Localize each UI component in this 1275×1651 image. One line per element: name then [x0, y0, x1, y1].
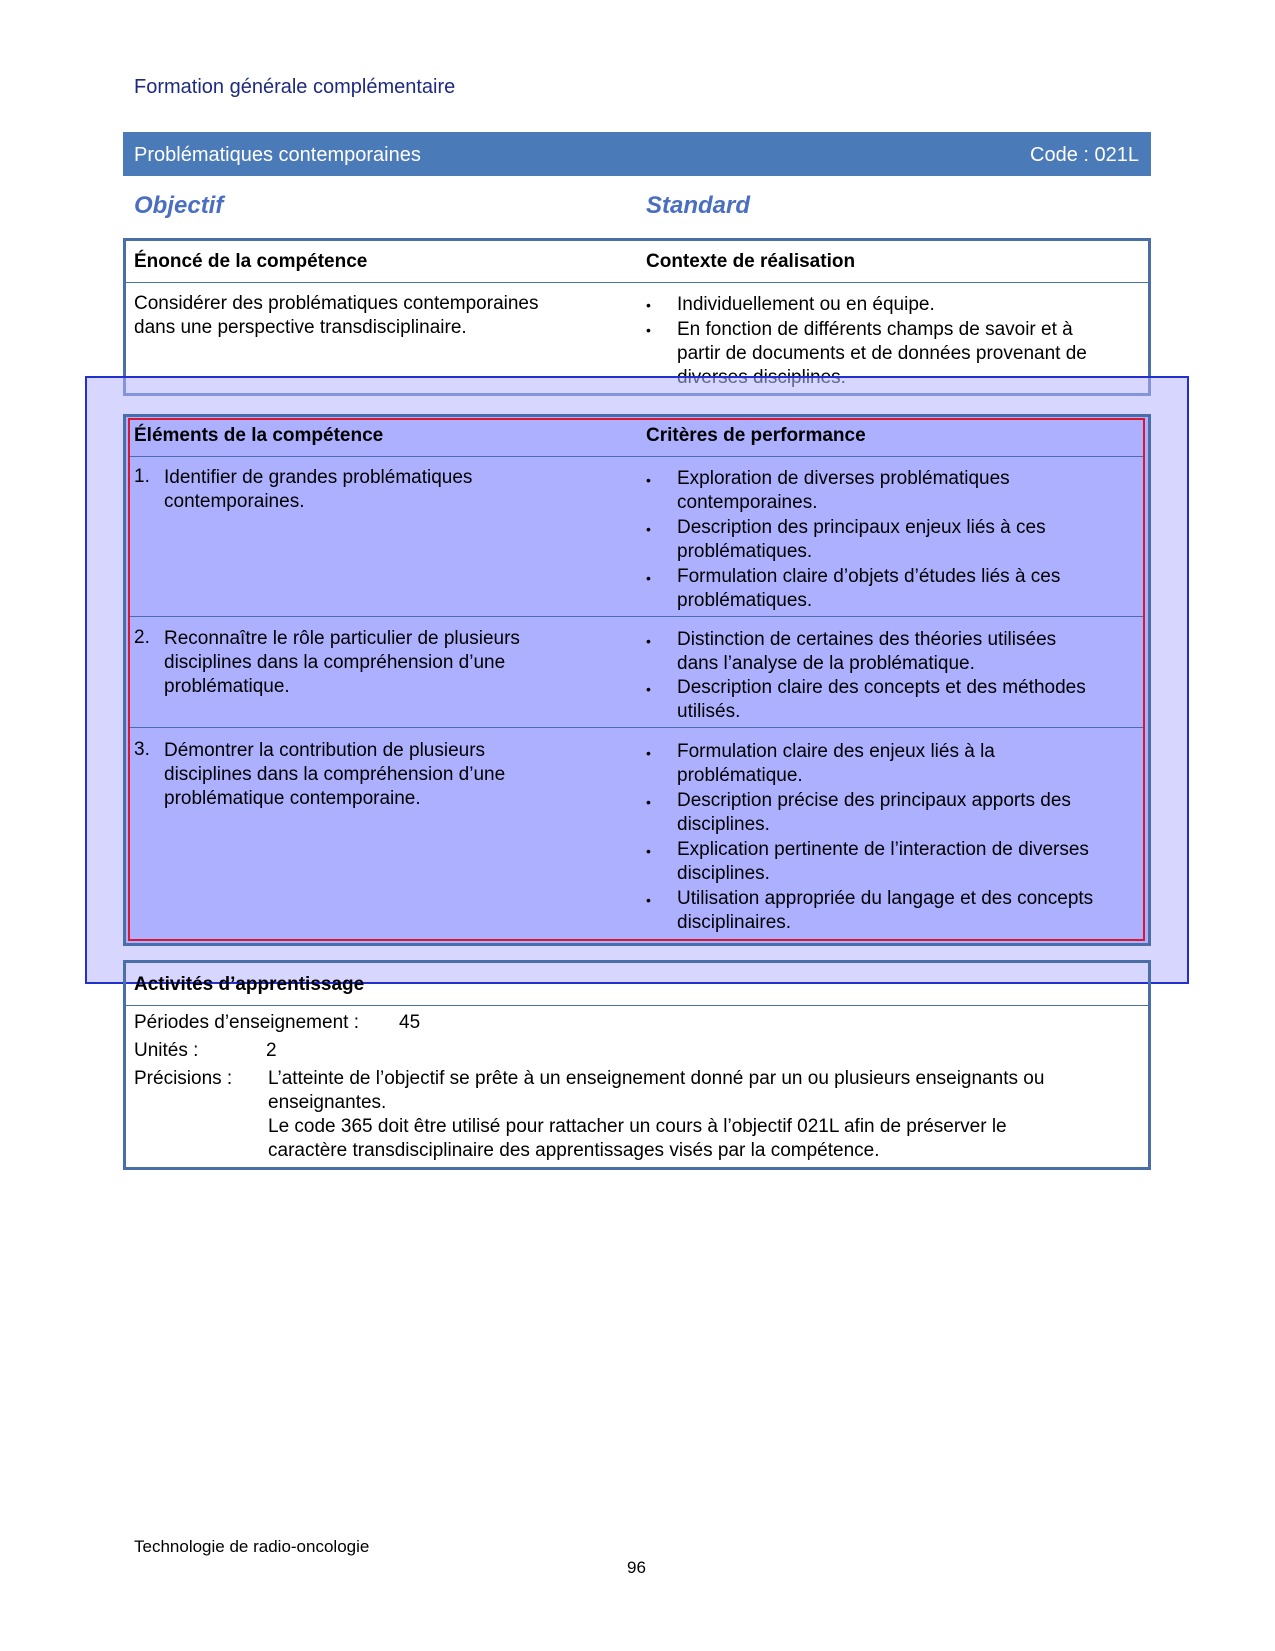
criterion-line: Description claire des concepts et des méthodes [677, 677, 1086, 698]
element-line: disciplines dans la compréhension d’une [164, 652, 506, 673]
element-line: Reconnaître le rôle particulier de plusieurs [164, 628, 520, 649]
precisions-label: Précisions : [134, 1068, 233, 1089]
enonce-right-heading: Contexte de réalisation [646, 251, 856, 272]
criterion-line: Formulation claire des enjeux liés à la [677, 741, 995, 762]
criterion-line: Explication pertinente de l’interaction de diverses [677, 839, 1089, 860]
element-line: contemporaines. [164, 491, 305, 512]
elements-left-heading: Éléments de la compétence [134, 425, 384, 446]
activites-divider [125, 1005, 1149, 1006]
bullet-icon: • [646, 322, 651, 338]
precisions-line: Le code 365 doit être utilisé pour rattacher un cours à l’objectif 021L afin de préserver le [268, 1116, 1007, 1137]
elements-right-heading: Critères de performance [646, 425, 866, 446]
criterion-line: problématique. [677, 765, 803, 786]
unites-label: Unités : [134, 1040, 199, 1061]
precisions-line: enseignantes. [268, 1092, 387, 1113]
bullet-icon: • [646, 843, 651, 859]
criterion-line: Description des principaux enjeux liés à ces [677, 517, 1046, 538]
bullet-icon: • [646, 892, 651, 908]
bullet-icon: • [646, 521, 651, 537]
element-line: Identifier de grandes problématiques [164, 467, 473, 488]
context-item: Individuellement ou en équipe. [677, 294, 935, 315]
section-title: Formation générale complémentaire [134, 76, 456, 98]
enonce-line: dans une perspective transdisciplinaire. [134, 317, 467, 338]
criterion-line: disciplines. [677, 863, 770, 884]
criterion-line: problématiques. [677, 541, 813, 562]
criterion-line: Utilisation appropriée du langage et des concepts [677, 888, 1094, 909]
criterion-line: disciplines. [677, 814, 770, 835]
context-item-line: En fonction de différents champs de savoir et à [677, 319, 1073, 340]
bullet-icon: • [646, 794, 651, 810]
row-divider [130, 727, 1143, 728]
bullet-icon: • [646, 472, 651, 488]
element-number: 2. [134, 627, 150, 648]
enonce-divider [125, 282, 1149, 283]
criterion-line: Formulation claire d’objets d’études liés à ces [677, 566, 1061, 587]
periodes-label: Périodes d’enseignement : [134, 1012, 359, 1033]
periodes-value: 45 [399, 1012, 421, 1033]
context-item-line: partir de documents et de données provenant de [677, 343, 1087, 364]
element-line: Démontrer la contribution de plusieurs [164, 740, 486, 761]
criterion-line: disciplinaires. [677, 912, 792, 933]
element-line: disciplines dans la compréhension d’une [164, 764, 506, 785]
criterion-line: Exploration de diverses problématiques [677, 468, 1010, 489]
criterion-line: dans l’analyse de la problématique. [677, 653, 975, 674]
standard-heading: Standard [646, 192, 751, 219]
bullet-icon: • [646, 297, 651, 313]
criterion-line: contemporaines. [677, 492, 818, 513]
enonce-left-heading: Énoncé de la compétence [134, 251, 368, 272]
activites-heading: Activités d’apprentissage [134, 974, 365, 995]
criterion-line: Description précise des principaux apports des [677, 790, 1071, 811]
criterion-line: problématiques. [677, 590, 813, 611]
title-bar [123, 132, 1151, 176]
element-number: 1. [134, 466, 150, 487]
course-code: Code : 021L [1030, 144, 1139, 166]
bullet-icon: • [646, 570, 651, 586]
element-line: problématique. [164, 676, 290, 697]
bullet-icon: • [646, 745, 651, 761]
precisions-line: caractère transdisciplinaire des apprentissages visés par la compétence. [268, 1140, 880, 1161]
precisions-line: L’atteinte de l’objectif se prête à un enseignement donné par un ou plusieurs enseignants ou [268, 1068, 1045, 1089]
page-number: 96 [627, 1558, 646, 1577]
course-title: Problématiques contemporaines [134, 144, 421, 166]
bullet-icon: • [646, 633, 651, 649]
row-divider [130, 616, 1143, 617]
footer-program: Technologie de radio-oncologie [134, 1537, 370, 1556]
element-line: problématique contemporaine. [164, 788, 421, 809]
elements-header-divider [130, 456, 1143, 457]
bullet-icon: • [646, 681, 651, 697]
unites-value: 2 [266, 1040, 277, 1061]
criterion-line: utilisés. [677, 701, 741, 722]
criterion-line: Distinction de certaines des théories utilisées [677, 629, 1057, 650]
enonce-line: Considérer des problématiques contemporaines [134, 293, 539, 314]
element-number: 3. [134, 739, 150, 760]
objectif-heading: Objectif [134, 192, 224, 219]
